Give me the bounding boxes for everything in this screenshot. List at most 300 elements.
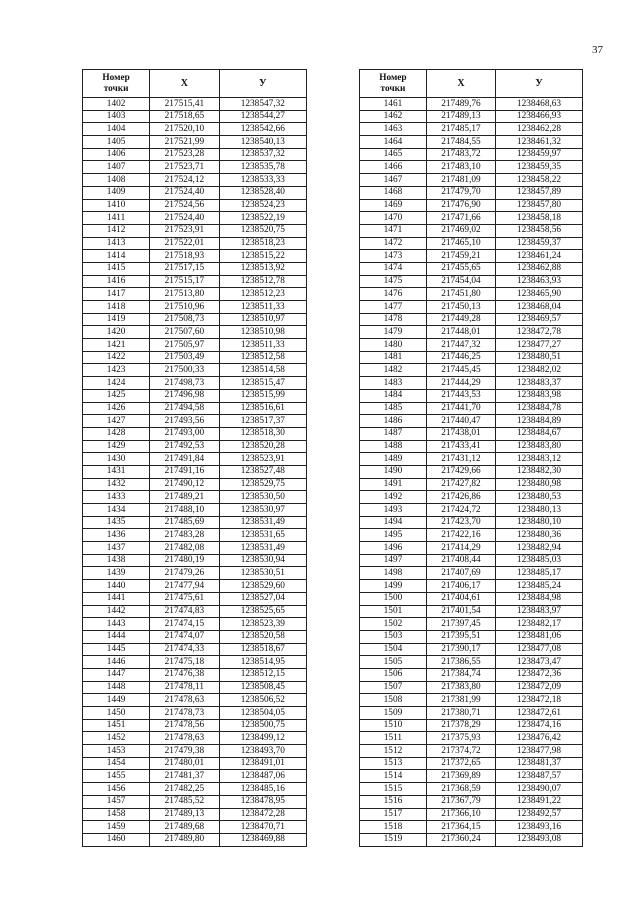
cell-point-number: 1516 — [360, 795, 427, 808]
cell-y: 1238535,78 — [219, 161, 306, 174]
cell-point-number: 1440 — [83, 580, 150, 593]
cell-x: 217503,49 — [150, 351, 219, 364]
cell-point-number: 1444 — [83, 630, 150, 643]
cell-y: 1238472,09 — [496, 681, 583, 694]
cell-x: 217479,70 — [426, 186, 495, 199]
cell-point-number: 1407 — [83, 161, 150, 174]
table-row — [83, 783, 307, 796]
cell-y: 1238476,42 — [496, 732, 583, 745]
table-row — [83, 199, 307, 212]
cell-x: 217489,76 — [426, 98, 495, 111]
cell-y: 1238530,97 — [219, 504, 306, 517]
cell-x: 217521,99 — [150, 136, 219, 149]
cell-x: 217523,28 — [150, 148, 219, 161]
cell-point-number: 1457 — [83, 795, 150, 808]
cell-x: 217481,09 — [426, 174, 495, 187]
cell-x: 217480,01 — [150, 757, 219, 770]
cell-point-number: 1458 — [83, 808, 150, 821]
table-row — [83, 212, 307, 225]
cell-x: 217444,29 — [426, 377, 495, 390]
cell-x: 217489,21 — [150, 491, 219, 504]
cell-point-number: 1422 — [83, 351, 150, 364]
cell-point-number: 1417 — [83, 288, 150, 301]
cell-point-number: 1519 — [360, 833, 427, 846]
cell-x: 217384,74 — [426, 668, 495, 681]
table-row — [83, 186, 307, 199]
table-row — [83, 656, 307, 669]
table-row — [360, 148, 583, 161]
cell-x: 217508,73 — [150, 313, 219, 326]
table-row — [83, 377, 307, 390]
cell-y: 1238483,37 — [496, 377, 583, 390]
header-x: X — [150, 70, 219, 98]
cell-y: 1238457,80 — [496, 199, 583, 212]
cell-x: 217481,37 — [150, 770, 219, 783]
cell-point-number: 1454 — [83, 757, 150, 770]
cell-point-number: 1485 — [360, 402, 427, 415]
header-x: X — [426, 70, 495, 98]
cell-point-number: 1482 — [360, 364, 427, 377]
cell-y: 1238484,78 — [496, 402, 583, 415]
cell-y: 1238512,15 — [219, 668, 306, 681]
cell-y: 1238529,60 — [219, 580, 306, 593]
cell-y: 1238480,53 — [496, 491, 583, 504]
cell-y: 1238533,33 — [219, 174, 306, 187]
cell-y: 1238480,36 — [496, 529, 583, 542]
cell-point-number: 1429 — [83, 440, 150, 453]
table-row — [360, 732, 583, 745]
cell-x: 217372,65 — [426, 757, 495, 770]
cell-point-number: 1455 — [83, 770, 150, 783]
cell-x: 217383,80 — [426, 681, 495, 694]
cell-point-number: 1513 — [360, 757, 427, 770]
cell-y: 1238480,13 — [496, 504, 583, 517]
cell-y: 1238529,75 — [219, 478, 306, 491]
cell-x: 217489,13 — [150, 808, 219, 821]
table-row — [360, 833, 583, 846]
cell-y: 1238483,98 — [496, 389, 583, 402]
table-row — [83, 795, 307, 808]
table-row — [83, 326, 307, 339]
cell-y: 1238462,88 — [496, 262, 583, 275]
cell-x: 217482,08 — [150, 542, 219, 555]
cell-point-number: 1434 — [83, 504, 150, 517]
cell-point-number: 1431 — [83, 465, 150, 478]
cell-x: 217360,24 — [426, 833, 495, 846]
cell-y: 1238510,97 — [219, 313, 306, 326]
cell-x: 217474,15 — [150, 618, 219, 631]
table-row — [83, 148, 307, 161]
cell-point-number: 1464 — [360, 136, 427, 149]
cell-point-number: 1466 — [360, 161, 427, 174]
table-row — [360, 123, 583, 136]
cell-y: 1238482,94 — [496, 542, 583, 555]
page-number: 37 — [592, 44, 603, 56]
cell-x: 217482,25 — [150, 783, 219, 796]
cell-x: 217368,59 — [426, 783, 495, 796]
cell-point-number: 1428 — [83, 427, 150, 440]
cell-y: 1238512,58 — [219, 351, 306, 364]
cell-point-number: 1406 — [83, 148, 150, 161]
cell-point-number: 1416 — [83, 275, 150, 288]
cell-point-number: 1495 — [360, 529, 427, 542]
cell-y: 1238515,22 — [219, 250, 306, 263]
cell-y: 1238530,50 — [219, 491, 306, 504]
cell-x: 217374,72 — [426, 745, 495, 758]
cell-x: 217515,17 — [150, 275, 219, 288]
cell-x: 217438,01 — [426, 427, 495, 440]
table-row — [360, 136, 583, 149]
coordinates-table-left — [82, 69, 307, 847]
cell-point-number: 1460 — [83, 833, 150, 846]
cell-point-number: 1517 — [360, 808, 427, 821]
table-row — [83, 123, 307, 136]
table-row — [83, 440, 307, 453]
table-row — [83, 529, 307, 542]
table-row — [83, 224, 307, 237]
table-row — [83, 681, 307, 694]
cell-point-number: 1505 — [360, 656, 427, 669]
cell-x: 217459,21 — [426, 250, 495, 263]
table-row — [360, 301, 583, 314]
cell-y: 1238523,39 — [219, 618, 306, 631]
cell-x: 217483,10 — [426, 161, 495, 174]
cell-x: 217520,10 — [150, 123, 219, 136]
cell-y: 1238520,28 — [219, 440, 306, 453]
table-row — [360, 402, 583, 415]
cell-point-number: 1511 — [360, 732, 427, 745]
cell-point-number: 1447 — [83, 668, 150, 681]
cell-point-number: 1488 — [360, 440, 427, 453]
cell-x: 217518,65 — [150, 110, 219, 123]
table-row — [360, 504, 583, 517]
cell-y: 1238530,51 — [219, 567, 306, 580]
table-row — [83, 542, 307, 555]
cell-point-number: 1494 — [360, 516, 427, 529]
cell-y: 1238480,98 — [496, 478, 583, 491]
cell-point-number: 1471 — [360, 224, 427, 237]
cell-point-number: 1402 — [83, 98, 150, 111]
table-row — [83, 833, 307, 846]
table-row — [360, 199, 583, 212]
cell-x: 217455,65 — [426, 262, 495, 275]
cell-x: 217483,72 — [426, 148, 495, 161]
cell-point-number: 1411 — [83, 212, 150, 225]
cell-x: 217517,15 — [150, 262, 219, 275]
cell-y: 1238520,75 — [219, 224, 306, 237]
table-row — [83, 339, 307, 352]
cell-y: 1238540,13 — [219, 136, 306, 149]
table-row — [83, 707, 307, 720]
table-row — [360, 212, 583, 225]
cell-x: 217448,01 — [426, 326, 495, 339]
cell-x: 217429,66 — [426, 465, 495, 478]
cell-x: 217427,82 — [426, 478, 495, 491]
table-row — [360, 288, 583, 301]
table-row — [360, 694, 583, 707]
cell-point-number: 1436 — [83, 529, 150, 542]
cell-y: 1238482,17 — [496, 618, 583, 631]
cell-x: 217390,17 — [426, 643, 495, 656]
cell-x: 217424,72 — [426, 504, 495, 517]
header-y: У — [496, 70, 583, 98]
table-row — [360, 770, 583, 783]
cell-point-number: 1491 — [360, 478, 427, 491]
cell-y: 1238482,02 — [496, 364, 583, 377]
cell-x: 217441,70 — [426, 402, 495, 415]
table-row — [83, 504, 307, 517]
table-row — [83, 757, 307, 770]
cell-y: 1238492,57 — [496, 808, 583, 821]
table-row — [83, 668, 307, 681]
cell-point-number: 1403 — [83, 110, 150, 123]
cell-x: 217406,17 — [426, 580, 495, 593]
cell-y: 1238491,01 — [219, 757, 306, 770]
cell-x: 217423,70 — [426, 516, 495, 529]
cell-y: 1238485,03 — [496, 554, 583, 567]
cell-x: 217485,69 — [150, 516, 219, 529]
cell-point-number: 1423 — [83, 364, 150, 377]
cell-y: 1238527,48 — [219, 465, 306, 478]
cell-y: 1238516,61 — [219, 402, 306, 415]
cell-x: 217480,19 — [150, 554, 219, 567]
table-row — [360, 605, 583, 618]
cell-x: 217404,61 — [426, 592, 495, 605]
cell-x: 217380,71 — [426, 707, 495, 720]
table-row — [83, 491, 307, 504]
cell-point-number: 1473 — [360, 250, 427, 263]
cell-y: 1238513,92 — [219, 262, 306, 275]
table-row — [83, 580, 307, 593]
cell-x: 217515,41 — [150, 98, 219, 111]
cell-x: 217498,73 — [150, 377, 219, 390]
cell-x: 217510,96 — [150, 301, 219, 314]
cell-y: 1238514,95 — [219, 656, 306, 669]
cell-point-number: 1424 — [83, 377, 150, 390]
cell-x: 217469,02 — [426, 224, 495, 237]
cell-y: 1238530,94 — [219, 554, 306, 567]
cell-point-number: 1508 — [360, 694, 427, 707]
cell-y: 1238459,97 — [496, 148, 583, 161]
table-row — [83, 719, 307, 732]
cell-x: 217478,73 — [150, 707, 219, 720]
cell-y: 1238531,65 — [219, 529, 306, 542]
cell-y: 1238466,93 — [496, 110, 583, 123]
cell-y: 1238511,33 — [219, 301, 306, 314]
cell-x: 217484,55 — [426, 136, 495, 149]
cell-point-number: 1477 — [360, 301, 427, 314]
cell-x: 217375,93 — [426, 732, 495, 745]
cell-x: 217507,60 — [150, 326, 219, 339]
cell-point-number: 1441 — [83, 592, 150, 605]
cell-point-number: 1413 — [83, 237, 150, 250]
cell-y: 1238485,16 — [219, 783, 306, 796]
cell-x: 217478,63 — [150, 732, 219, 745]
cell-y: 1238514,58 — [219, 364, 306, 377]
cell-y: 1238493,08 — [496, 833, 583, 846]
table-row — [360, 427, 583, 440]
cell-x: 217367,79 — [426, 795, 495, 808]
table-row — [83, 136, 307, 149]
cell-point-number: 1490 — [360, 465, 427, 478]
cell-x: 217488,10 — [150, 504, 219, 517]
table-row — [83, 694, 307, 707]
cell-point-number: 1456 — [83, 783, 150, 796]
cell-point-number: 1496 — [360, 542, 427, 555]
cell-x: 217451,80 — [426, 288, 495, 301]
cell-x: 217378,29 — [426, 719, 495, 732]
table-row — [83, 415, 307, 428]
cell-x: 217522,01 — [150, 237, 219, 250]
cell-point-number: 1452 — [83, 732, 150, 745]
cell-x: 217505,97 — [150, 339, 219, 352]
cell-point-number: 1435 — [83, 516, 150, 529]
table-row — [83, 288, 307, 301]
cell-y: 1238531,49 — [219, 542, 306, 555]
table-row — [83, 364, 307, 377]
cell-point-number: 1438 — [83, 554, 150, 567]
cell-x: 217491,16 — [150, 465, 219, 478]
cell-point-number: 1469 — [360, 199, 427, 212]
table-row — [360, 592, 583, 605]
cell-x: 217479,38 — [150, 745, 219, 758]
cell-x: 217474,33 — [150, 643, 219, 656]
cell-x: 217524,12 — [150, 174, 219, 187]
cell-point-number: 1427 — [83, 415, 150, 428]
table-row — [360, 364, 583, 377]
cell-y: 1238483,12 — [496, 453, 583, 466]
cell-y: 1238547,32 — [219, 98, 306, 111]
cell-x: 217478,63 — [150, 694, 219, 707]
table-row — [83, 389, 307, 402]
cell-y: 1238487,57 — [496, 770, 583, 783]
cell-y: 1238480,51 — [496, 351, 583, 364]
cell-point-number: 1433 — [83, 491, 150, 504]
cell-point-number: 1487 — [360, 427, 427, 440]
cell-y: 1238458,22 — [496, 174, 583, 187]
cell-point-number: 1481 — [360, 351, 427, 364]
cell-x: 217422,16 — [426, 529, 495, 542]
cell-x: 217407,69 — [426, 567, 495, 580]
cell-y: 1238480,10 — [496, 516, 583, 529]
cell-y: 1238477,08 — [496, 643, 583, 656]
cell-y: 1238512,78 — [219, 275, 306, 288]
cell-x: 217401,54 — [426, 605, 495, 618]
cell-point-number: 1483 — [360, 377, 427, 390]
cell-y: 1238542,66 — [219, 123, 306, 136]
table-row — [360, 554, 583, 567]
cell-x: 217513,80 — [150, 288, 219, 301]
table-row — [360, 326, 583, 339]
cell-x: 217454,04 — [426, 275, 495, 288]
table-row — [360, 757, 583, 770]
cell-point-number: 1450 — [83, 707, 150, 720]
cell-y: 1238462,28 — [496, 123, 583, 136]
cell-y: 1238518,23 — [219, 237, 306, 250]
cell-point-number: 1443 — [83, 618, 150, 631]
cell-x: 217524,40 — [150, 212, 219, 225]
cell-y: 1238508,45 — [219, 681, 306, 694]
cell-point-number: 1470 — [360, 212, 427, 225]
cell-y: 1238468,04 — [496, 301, 583, 314]
cell-point-number: 1453 — [83, 745, 150, 758]
cell-x: 217476,38 — [150, 668, 219, 681]
table-row — [83, 554, 307, 567]
table-row — [360, 262, 583, 275]
cell-y: 1238518,30 — [219, 427, 306, 440]
table-row — [83, 250, 307, 263]
table-row — [83, 643, 307, 656]
cell-point-number: 1426 — [83, 402, 150, 415]
table-row — [360, 542, 583, 555]
table-row — [83, 770, 307, 783]
cell-x: 217386,55 — [426, 656, 495, 669]
cell-point-number: 1472 — [360, 237, 427, 250]
header-point-number: Номер точки — [83, 70, 150, 98]
table-row — [360, 313, 583, 326]
cell-y: 1238481,06 — [496, 630, 583, 643]
cell-point-number: 1478 — [360, 313, 427, 326]
cell-x: 217493,56 — [150, 415, 219, 428]
cell-x: 217414,29 — [426, 542, 495, 555]
cell-point-number: 1414 — [83, 250, 150, 263]
cell-point-number: 1514 — [360, 770, 427, 783]
table-row — [360, 707, 583, 720]
cell-point-number: 1509 — [360, 707, 427, 720]
cell-point-number: 1480 — [360, 339, 427, 352]
table-row — [83, 732, 307, 745]
cell-x: 217397,45 — [426, 618, 495, 631]
cell-point-number: 1498 — [360, 567, 427, 580]
cell-y: 1238484,98 — [496, 592, 583, 605]
cell-point-number: 1507 — [360, 681, 427, 694]
cell-y: 1238461,24 — [496, 250, 583, 263]
cell-x: 217483,28 — [150, 529, 219, 542]
cell-point-number: 1503 — [360, 630, 427, 643]
table-row — [360, 440, 583, 453]
cell-y: 1238469,88 — [219, 833, 306, 846]
cell-y: 1238490,07 — [496, 783, 583, 796]
cell-y: 1238472,61 — [496, 707, 583, 720]
cell-point-number: 1515 — [360, 783, 427, 796]
cell-point-number: 1425 — [83, 389, 150, 402]
table-row — [360, 339, 583, 352]
cell-y: 1238485,24 — [496, 580, 583, 593]
cell-y: 1238472,18 — [496, 694, 583, 707]
cell-point-number: 1492 — [360, 491, 427, 504]
cell-y: 1238506,52 — [219, 694, 306, 707]
cell-x: 217496,98 — [150, 389, 219, 402]
table-row — [360, 821, 583, 834]
cell-y: 1238515,99 — [219, 389, 306, 402]
cell-y: 1238458,18 — [496, 212, 583, 225]
cell-y: 1238465,90 — [496, 288, 583, 301]
cell-point-number: 1467 — [360, 174, 427, 187]
cell-point-number: 1484 — [360, 389, 427, 402]
cell-point-number: 1475 — [360, 275, 427, 288]
cell-y: 1238493,16 — [496, 821, 583, 834]
cell-x: 217523,91 — [150, 224, 219, 237]
table-row — [83, 402, 307, 415]
table-row — [83, 821, 307, 834]
table-row — [83, 618, 307, 631]
cell-x: 217426,86 — [426, 491, 495, 504]
cell-x: 217500,33 — [150, 364, 219, 377]
table-row — [360, 351, 583, 364]
cell-x: 217395,51 — [426, 630, 495, 643]
table-row — [360, 174, 583, 187]
cell-x: 217518,93 — [150, 250, 219, 263]
